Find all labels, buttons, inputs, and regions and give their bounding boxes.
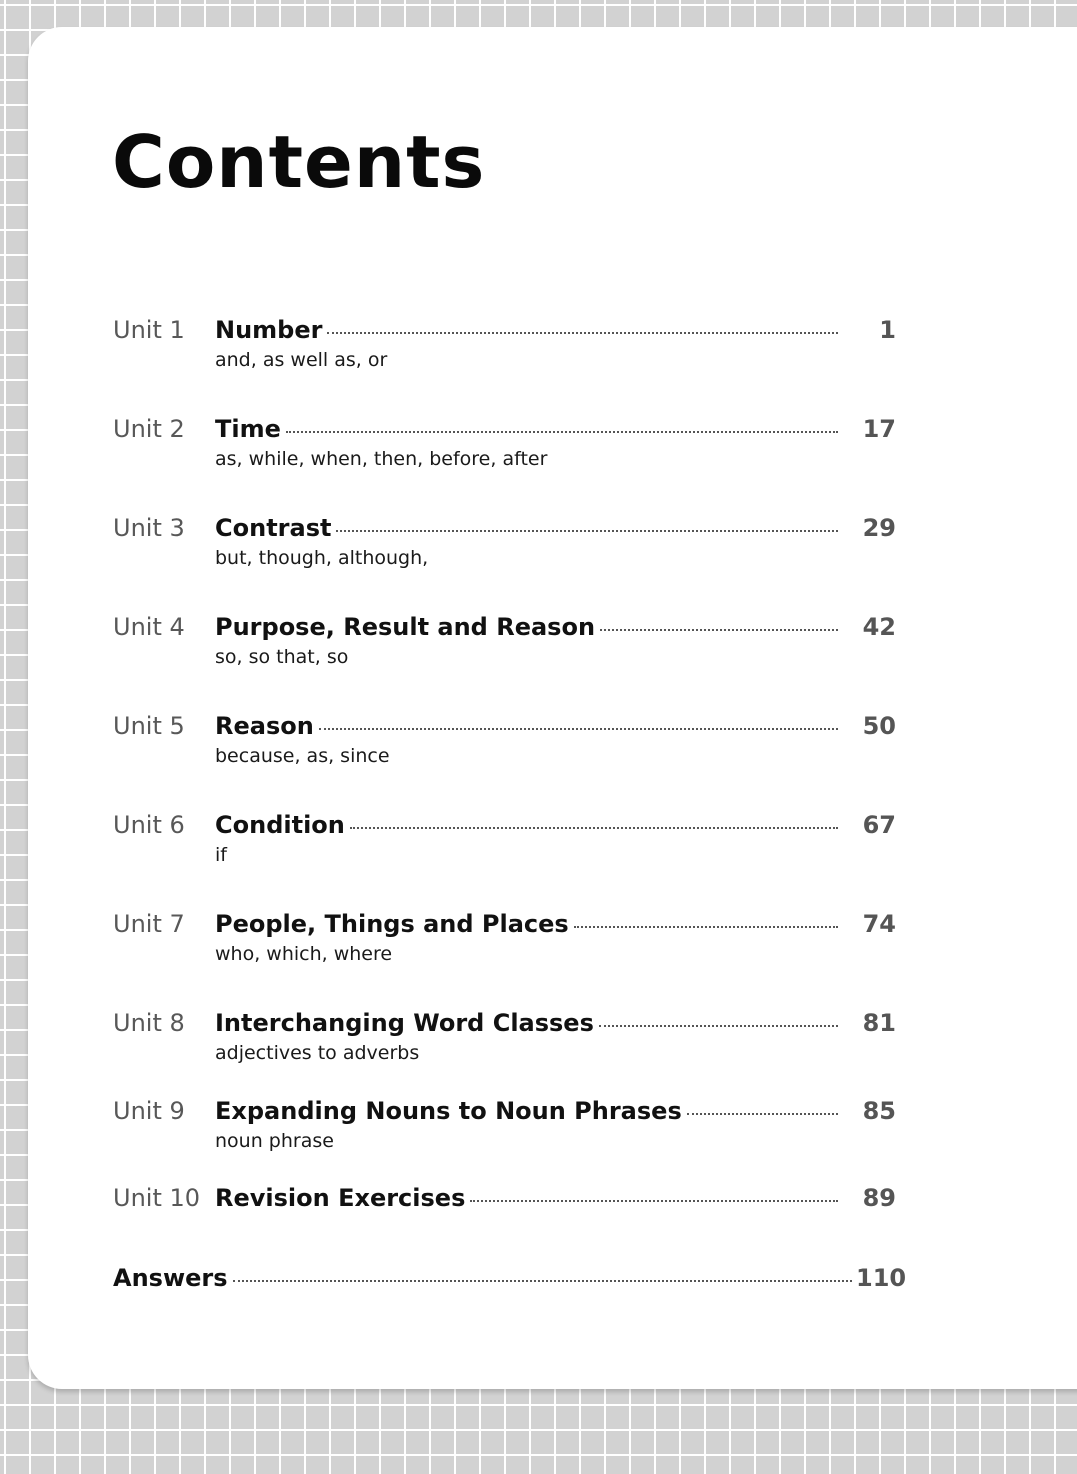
toc-heading-line	[215, 1186, 896, 1210]
dot-leader	[286, 431, 838, 433]
dot-leader	[600, 629, 838, 631]
toc-heading-line	[215, 813, 896, 837]
page-number: 89	[862, 1184, 896, 1212]
unit-heading: Expanding Nouns to Noun Phrases	[215, 1097, 682, 1125]
dot-leader	[574, 926, 838, 928]
unit-number: Unit 9	[113, 1097, 185, 1125]
toc-heading-line	[215, 615, 896, 639]
toc-heading-line	[215, 1099, 896, 1123]
unit-heading: People, Things and Places	[215, 910, 569, 938]
page-number: 81	[862, 1009, 896, 1037]
unit-heading: Purpose, Result and Reason	[215, 613, 596, 641]
unit-number: Unit 1	[113, 316, 185, 344]
unit-number: Unit 10	[113, 1184, 201, 1212]
unit-heading: Revision Exercises	[215, 1184, 466, 1212]
toc-heading-line	[215, 912, 896, 936]
toc-heading-line	[215, 714, 896, 738]
unit-number: Unit 2	[113, 415, 185, 443]
page-number: 50	[862, 712, 896, 740]
unit-keywords: adjectives to adverbs	[215, 1042, 420, 1064]
unit-keywords: noun phrase	[215, 1130, 334, 1152]
toc-heading-line	[215, 417, 896, 441]
unit-number: Unit 3	[113, 514, 185, 542]
unit-keywords: and, as well as, or	[215, 349, 388, 371]
dot-leader	[687, 1113, 838, 1115]
unit-number: Unit 8	[113, 1009, 185, 1037]
dot-leader	[233, 1280, 852, 1282]
page-number: 74	[862, 910, 896, 938]
page-number: 17	[862, 415, 896, 443]
toc-heading-line	[215, 318, 896, 342]
unit-number: Unit 4	[113, 613, 185, 641]
page-number: 85	[862, 1097, 896, 1125]
unit-keywords: who, which, where	[215, 943, 393, 965]
dot-leader	[599, 1025, 838, 1027]
toc-heading-line	[215, 516, 896, 540]
dot-leader	[336, 530, 838, 532]
unit-number: Unit 6	[113, 811, 185, 839]
unit-number: Unit 7	[113, 910, 185, 938]
unit-keywords: because, as, since	[215, 745, 390, 767]
unit-heading: Interchanging Word Classes	[215, 1009, 594, 1037]
page-number: 42	[862, 613, 896, 641]
unit-keywords: if	[215, 844, 227, 866]
unit-heading: Number	[215, 316, 323, 344]
page-number: 67	[862, 811, 896, 839]
dot-leader	[350, 827, 838, 829]
unit-keywords: so, so that, so	[215, 646, 349, 668]
page-number: 1	[879, 316, 896, 344]
toc-heading-line	[113, 1264, 907, 1292]
unit-number: Unit 5	[113, 712, 185, 740]
unit-heading: Condition	[215, 811, 345, 839]
dot-leader	[319, 728, 838, 730]
dot-leader	[327, 332, 838, 334]
toc-heading-line	[215, 1011, 896, 1035]
unit-keywords: but, though, although,	[215, 547, 429, 569]
dot-leader	[470, 1200, 838, 1202]
unit-heading: Contrast	[215, 514, 332, 542]
unit-heading: Time	[215, 415, 281, 443]
page-title: Contents	[112, 120, 486, 204]
page-number: 110	[856, 1264, 907, 1292]
unit-heading: Reason	[215, 712, 314, 740]
page-number: 29	[862, 514, 896, 542]
answers-heading: Answers	[113, 1264, 228, 1292]
unit-keywords: as, while, when, then, before, after	[215, 448, 548, 470]
